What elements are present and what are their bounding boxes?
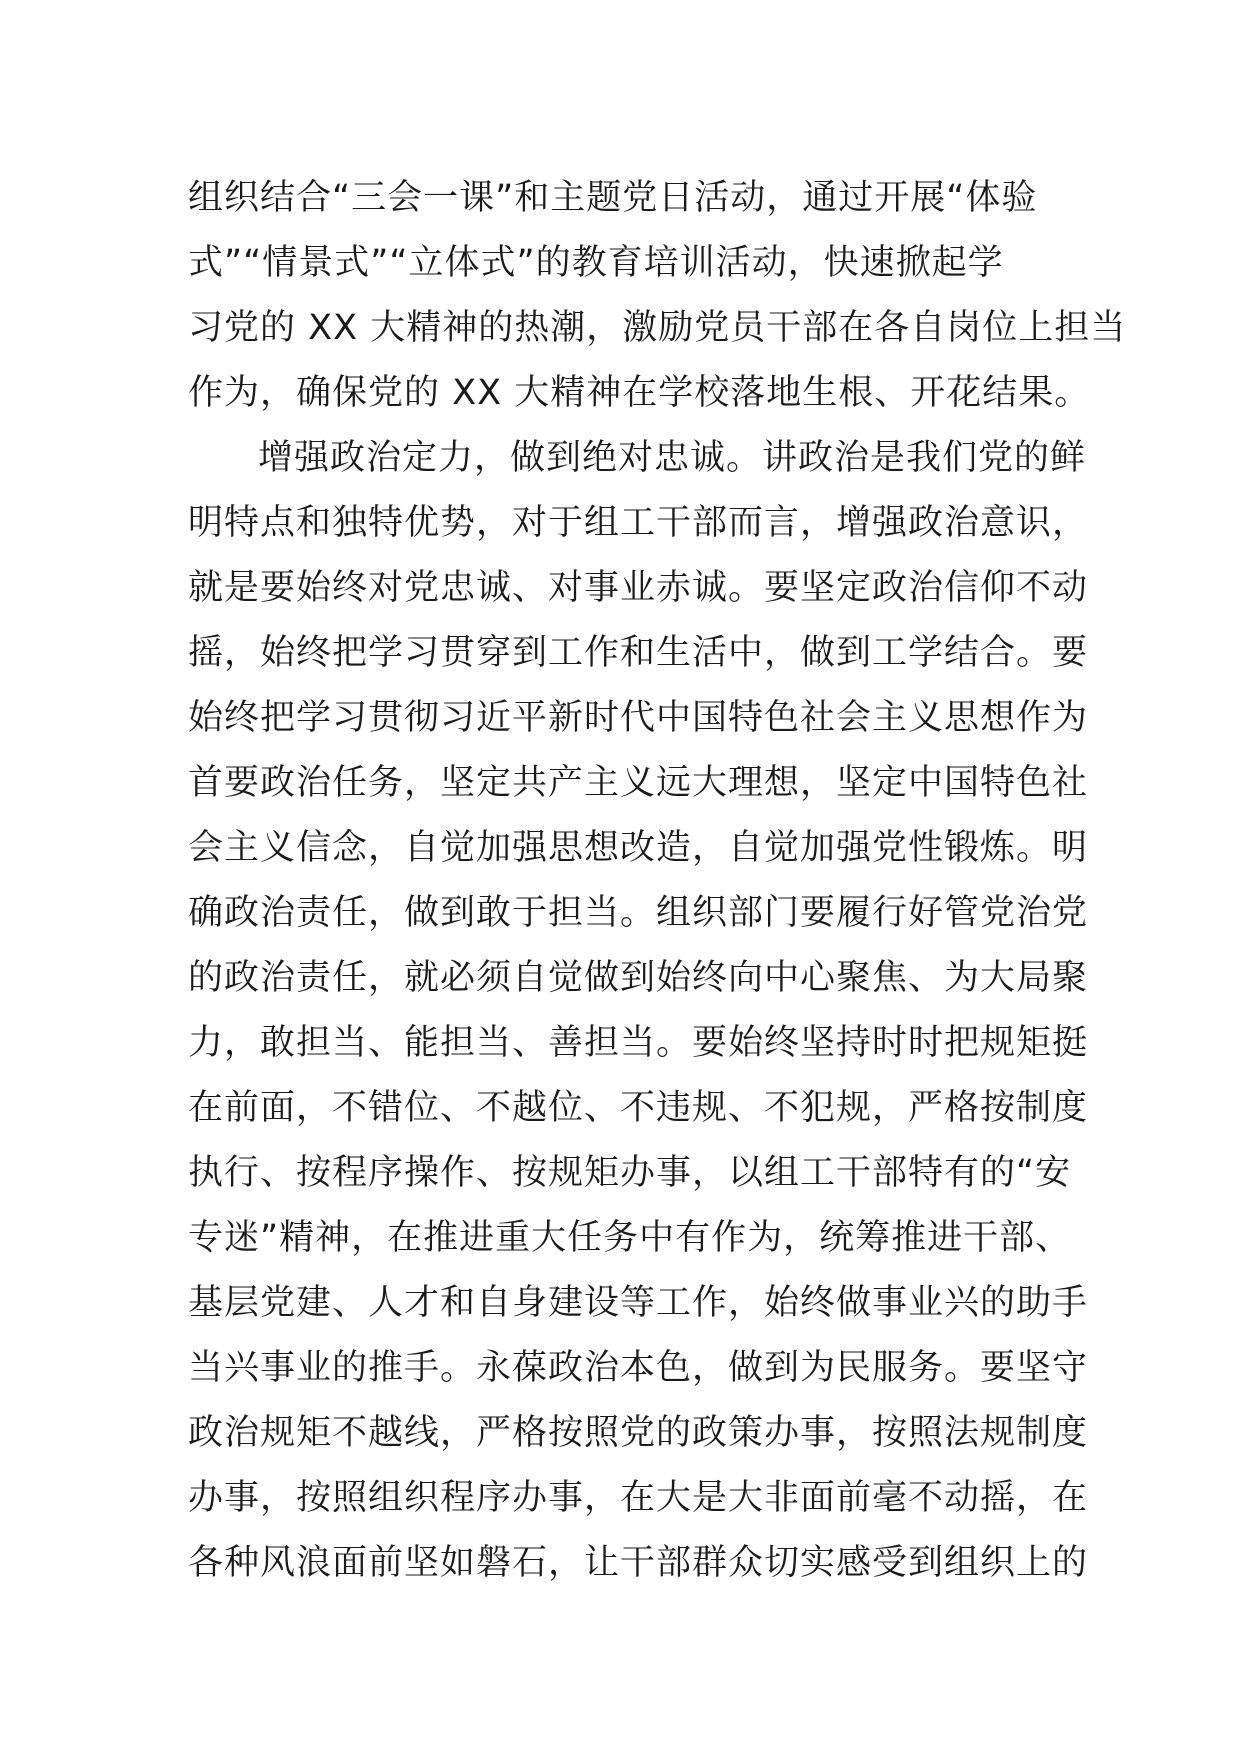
document-body (188, 166, 1127, 1596)
text-line: 式”“情景式”“立体式”的教育培训活动，快速掀起学 (188, 243, 1004, 283)
text-line: 基层党建、人才和自身建设等工作，始终做事业兴的助手 (188, 1283, 1089, 1323)
text-line: 各种风浪面前坚如磐石，让干部群众切实感受到组织上的 (188, 1543, 1089, 1583)
text-line: 首要政治任务，坚定共产主义远大理想，坚定中国特色社 (188, 763, 1089, 803)
text-line: 执行、按程序操作、按规矩办事，以组工干部特有的“安 (188, 1153, 1072, 1193)
text-line: 习党的 XX 大精神的热潮，激励党员干部在各自岗位上担当 (188, 308, 1127, 348)
paragraph-start-line: 增强政治定力，做到绝对忠诚。讲政治是我们党的鲜 (258, 438, 1087, 478)
text-line: 专迷”精神，在推进重大任务中有作为，统筹推进干部、 (188, 1218, 1072, 1258)
text-line: 当兴事业的推手。永葆政治本色，做到为民服务。要坚守 (188, 1348, 1089, 1388)
text-line: 摇，始终把学习贯穿到工作和生活中，做到工学结合。要 (188, 633, 1089, 673)
text-line: 会主义信念，自觉加强思想改造，自觉加强党性锻炼。明 (188, 828, 1089, 868)
text-line: 始终把学习贯彻习近平新时代中国特色社会主义思想作为 (188, 698, 1089, 738)
text-line: 力，敢担当、能担当、善担当。要始终坚持时时把规矩挺 (188, 1023, 1089, 1063)
text-line: 在前面，不错位、不越位、不违规、不犯规，严格按制度 (188, 1088, 1089, 1128)
text-line: 确政治责任，做到敢于担当。组织部门要履行好管党治党 (188, 893, 1089, 933)
text-line: 作为，确保党的 XX 大精神在学校落地生根、开花结果。 (188, 373, 1091, 413)
text-line: 的政治责任，就必须自觉做到始终向中心聚焦、为大局聚 (188, 958, 1089, 998)
text-line: 就是要始终对党忠诚、对事业赤诚。要坚定政治信仰不动 (188, 568, 1089, 608)
text-line: 政治规矩不越线，严格按照党的政策办事，按照法规制度 (188, 1413, 1089, 1453)
text-line: 组织结合“三会一课”和主题党日活动，通过开展“体验 (188, 178, 1038, 218)
text-line: 办事，按照组织程序办事，在大是大非面前毫不动摇，在 (188, 1478, 1089, 1518)
text-line: 明特点和独特优势，对于组工干部而言，增强政治意识， (188, 503, 1089, 543)
